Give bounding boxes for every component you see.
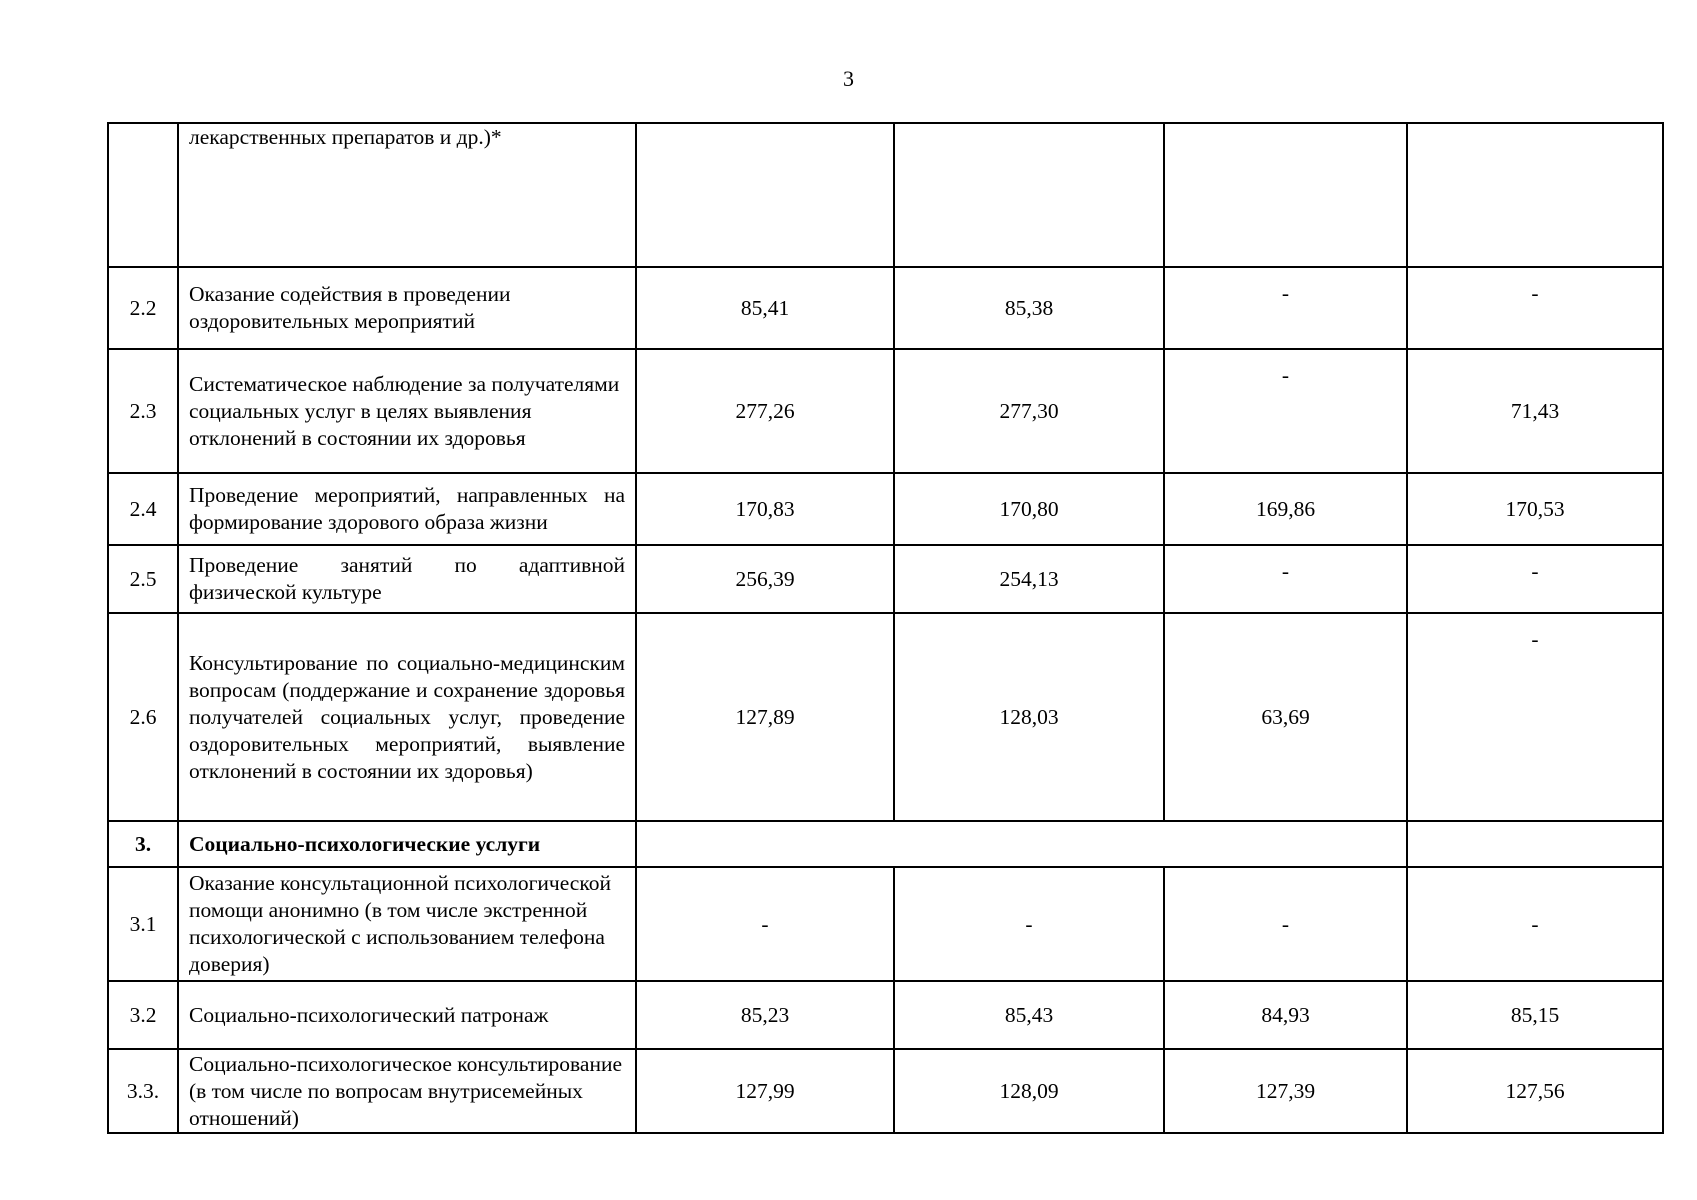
service-name: Проведение занятий по адаптивной физической культуре	[178, 545, 636, 613]
value-cell: 85,41	[636, 267, 894, 349]
value-cell	[1164, 123, 1407, 267]
page-number: 3	[843, 66, 854, 91]
section-number: 3.	[108, 821, 178, 867]
table-row	[108, 981, 1663, 1049]
value-cell	[894, 123, 1164, 267]
value-cell: 277,26	[636, 349, 894, 473]
row-number: 3.1	[108, 867, 178, 981]
table-row	[108, 613, 1663, 821]
service-name: Социально-психологический патронаж	[178, 981, 636, 1049]
value-cell: 170,53	[1407, 473, 1663, 545]
value-cell: 63,69	[1164, 613, 1407, 821]
row-number: 2.3	[108, 349, 178, 473]
value-cell: -	[1407, 545, 1663, 613]
row-number: 2.6	[108, 613, 178, 821]
table-row	[108, 123, 1663, 267]
value-cell: 85,15	[1407, 981, 1663, 1049]
value-cell: 127,56	[1407, 1049, 1663, 1133]
empty-merged-cell	[636, 821, 1407, 867]
value-cell: -	[1164, 267, 1407, 349]
value-cell: -	[1407, 267, 1663, 349]
value-cell: 170,83	[636, 473, 894, 545]
section-header-row	[108, 821, 1663, 867]
table-row	[108, 267, 1663, 349]
table-row	[108, 545, 1663, 613]
service-name: Оказание содействия в проведении оздоровительных мероприятий	[178, 267, 636, 349]
service-name: Проведение мероприятий, направленных на формирование здорового образа жизни	[178, 473, 636, 545]
value-cell: -	[1164, 349, 1407, 473]
value-cell: 169,86	[1164, 473, 1407, 545]
value-cell: 170,80	[894, 473, 1164, 545]
row-number	[108, 123, 178, 267]
value-cell: 127,99	[636, 1049, 894, 1133]
row-number: 2.2	[108, 267, 178, 349]
empty-cell	[1407, 821, 1663, 867]
row-number: 2.5	[108, 545, 178, 613]
value-cell	[636, 123, 894, 267]
service-name: Консультирование по социально-медицинским вопросам (поддержание и сохранение здоровья получателей социальных услуг, проведение оздоровительных мероприятий, выявление отклонений в состоянии их здоровья)	[178, 613, 636, 821]
value-cell: 128,09	[894, 1049, 1164, 1133]
table-row	[108, 349, 1663, 473]
value-cell: -	[1407, 613, 1663, 821]
row-number: 3.3.	[108, 1049, 178, 1133]
value-cell: -	[894, 867, 1164, 981]
service-name: Социально-психологическое консультирование (в том числе по вопросам внутрисемейных отношений)	[178, 1049, 636, 1133]
value-cell: -	[1164, 545, 1407, 613]
row-number: 2.4	[108, 473, 178, 545]
table-row	[108, 473, 1663, 545]
section-title: Социально-психологические услуги	[178, 821, 636, 867]
table-row	[108, 1049, 1663, 1133]
value-cell: -	[1407, 867, 1663, 981]
value-cell: 254,13	[894, 545, 1164, 613]
value-cell: 277,30	[894, 349, 1164, 473]
value-cell: 256,39	[636, 545, 894, 613]
value-cell: 85,38	[894, 267, 1164, 349]
service-name: лекарственных препаратов и др.)*	[178, 123, 636, 267]
value-cell: -	[1164, 867, 1407, 981]
value-cell: 127,39	[1164, 1049, 1407, 1133]
value-cell	[1407, 123, 1663, 267]
value-cell: 128,03	[894, 613, 1164, 821]
value-cell: 84,93	[1164, 981, 1407, 1049]
table-row	[108, 867, 1663, 981]
service-name: Оказание консультационной психологической помощи анонимно (в том числе экстренной психологической с использованием телефона доверия)	[178, 867, 636, 981]
services-table	[107, 122, 1664, 1134]
value-cell: 71,43	[1407, 349, 1663, 473]
row-number: 3.2	[108, 981, 178, 1049]
value-cell: -	[636, 867, 894, 981]
value-cell: 85,23	[636, 981, 894, 1049]
value-cell: 85,43	[894, 981, 1164, 1049]
service-name: Систематическое наблюдение за получателями социальных услуг в целях выявления отклонений в состоянии их здоровья	[178, 349, 636, 473]
value-cell: 127,89	[636, 613, 894, 821]
